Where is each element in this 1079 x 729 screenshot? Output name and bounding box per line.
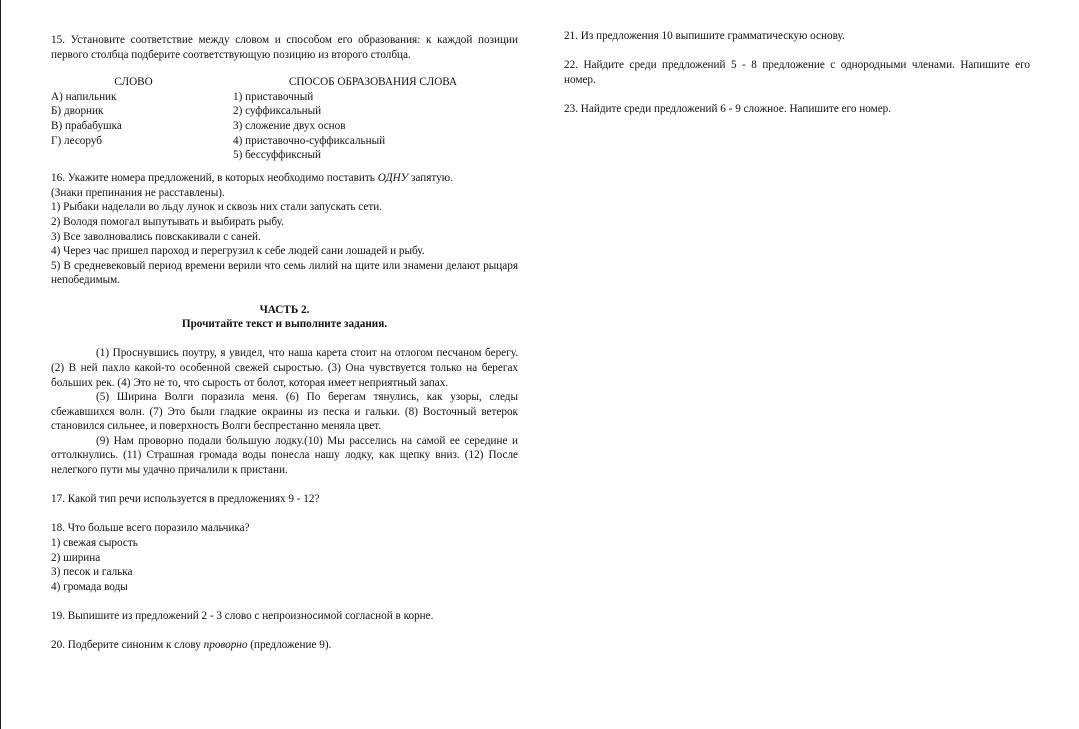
emphasis-word: проворно: [203, 639, 248, 652]
question-22-text: 22. Найдите среди предложений 5 - 8 предложение с однородными членами. Напишите его номер.: [564, 59, 1030, 86]
question-16-note: (Знаки препинания не расставлены).: [51, 186, 225, 199]
question-20-text: 20. Подберите синоним к слову проворно (предложение 9).: [51, 639, 332, 652]
sentence-item: 3) Все заволновались повскакивали с саней.: [51, 230, 261, 243]
page-left-border: [0, 0, 1, 729]
methods-column-header: СПОСОБ ОБРАЗОВАНИЯ СЛОВА: [288, 76, 458, 89]
methods-column: [233, 75, 518, 163]
part-2-subtitle: Прочитайте текст и выполните задания.: [181, 318, 388, 331]
emphasis-word: ОДНУ: [377, 172, 409, 185]
answer-option: 4) громада воды: [51, 580, 128, 593]
sentence-item: 2) Володя помогал выпутывать и выбирать рыбу.: [51, 215, 284, 228]
question-15-text: 15. Установите соответствие между словом и способом его образования: к каждой позиции первого столбца подберите соответствующую позицию из второго столбца.: [51, 34, 518, 61]
answer-option: 2) ширина: [51, 551, 101, 564]
right-column: [564, 29, 1030, 117]
question-23-text: 23. Найдите среди предложений 6 - 9 сложное. Напишите его номер.: [564, 102, 892, 115]
word-item: Б) дворник: [51, 105, 104, 118]
word-item: В) прабабушка: [51, 119, 122, 132]
question-18-text: 18. Что больше всего поразило мальчика?: [51, 522, 250, 535]
answer-option: 1) свежая сырость: [51, 537, 138, 550]
method-item: 1) приставочный: [233, 90, 314, 103]
question-19-text: 19. Выпишите из предложений 2 - 3 слово с непроизносимой согласной в корне.: [51, 610, 434, 622]
matching-table: [51, 75, 518, 163]
answer-option: 3) песок и галька: [51, 566, 133, 579]
method-item: 3) сложение двух основ: [233, 119, 346, 132]
text-paragraph: (9) Нам проворно подали большую лодку.(10) Мы расселись на самой ее середине и оттолкнулись. (11) Страшная громада воды понесла нашу лодку, как щепку вниз. (12) После нелегкого пути мы удачно причалили к пристани.: [51, 434, 518, 477]
question-17-text: 17. Какой тип речи используется в предложениях 9 - 12?: [51, 493, 320, 506]
text-paragraph: (5) Ширина Волги поразила меня. (6) По берегам тянулись, как узоры, следы сбежавшихся волн. (7) Это были гладкие окраины из песка и гальки. (8) Восточный ветерок становился сильнее, и поверхность Волги беспрестанно меняла цвет.: [51, 391, 518, 433]
method-item: 2) суффиксальный: [233, 105, 322, 118]
sentence-item: 1) Рыбаки наделали во льду лунок и сквозь них стали запускать сети.: [51, 201, 383, 214]
part-2-title: ЧАСТЬ 2.: [259, 303, 310, 316]
word-item: Г) лесоруб: [51, 134, 102, 147]
question-21-text: 21. Из предложения 10 выпишите грамматическую основу.: [564, 30, 845, 42]
question-16-text: 16. Укажите номера предложений, в которых необходимо поставить ОДНУ запятую.: [51, 172, 453, 185]
sentence-item: 4) Через час пришел пароход и перегрузил к себе людей сани лошадей и рыбу.: [51, 245, 425, 258]
words-column: [51, 75, 226, 148]
method-item: 5) бессуффиксный: [233, 149, 322, 162]
sentence-item: 5) В средневековый период времени верили что семь лилий на щите или знамени делают рыцаря непобедимым.: [51, 259, 518, 287]
left-column: [51, 33, 518, 653]
method-item: 4) приставочно-суффиксальный: [233, 134, 386, 147]
words-column-header: СЛОВО: [114, 76, 153, 89]
text-paragraph: (1) Проснувшись поутру, я увидел, что наша карета стоит на отлогом песчаном берегу. (2) В ней пахло какой-то особенной свежей сыростью. (3) Она чувствуется только на берегах больших рек. (4) Это не то, что сырость от болот, которая имеет неприятный запах.: [51, 347, 518, 389]
word-item: А) напильник: [51, 90, 117, 103]
